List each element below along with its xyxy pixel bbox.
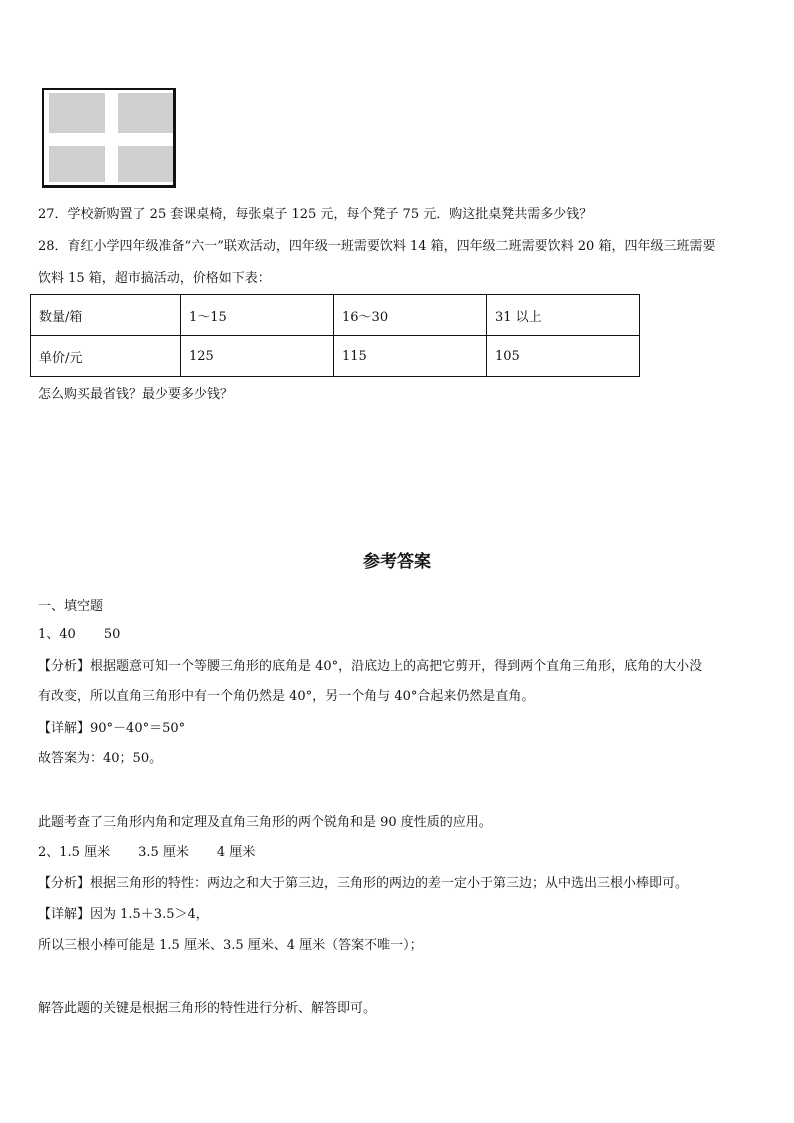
answer-2-detail: 【详解】因为 1.5＋3.5＞4， bbox=[38, 907, 209, 922]
table-cell: 115 bbox=[334, 336, 487, 377]
question-28-line-2: 饮料 15 箱，超市搞活动，价格如下表： bbox=[38, 271, 271, 286]
answer-1-analysis-line-2: 有改变，所以直角三角形中有一个角仍然是 40°，另一个角与 40°合起来仍然是直角。 bbox=[38, 689, 535, 704]
question-28-line-1: 28．育红小学四年级准备“六一”联欢活动，四年级一班需要饮料 14 箱，四年级二班需要饮料 20 箱，四年级三班需要 bbox=[38, 239, 716, 254]
table-cell: 16～30 bbox=[334, 295, 487, 336]
section-heading: 一、填空题 bbox=[38, 599, 104, 614]
answer-1-conclusion: 故答案为：40；50。 bbox=[38, 751, 163, 766]
answer-2-analysis: 【分析】根据三角形的特性：两边之和大于第三边，三角形的两边的差一定小于第三边；从中选出三根小棒即可。 bbox=[38, 876, 689, 891]
answer-1 bbox=[38, 626, 120, 644]
question-27: 27．学校新购置了 25 套课桌椅，每张桌子 125 元，每个凳子 75 元．购这批桌凳共需多少钱？ bbox=[38, 207, 593, 222]
answer-1-value-1: 1、40 bbox=[38, 627, 76, 642]
table-row bbox=[31, 336, 640, 377]
answer-2-value-2: 3.5 厘米 bbox=[138, 845, 189, 860]
question-28-ask: 怎么购买最省钱？最少要多少钱？ bbox=[38, 387, 234, 402]
table-cell: 31 以上 bbox=[487, 295, 640, 336]
answer-1-comment: 此题考查了三角形内角和定理及直角三角形的两个锐角和是 90 度性质的应用。 bbox=[38, 815, 492, 830]
table-cell: 105 bbox=[487, 336, 640, 377]
answer-2-comment: 解答此题的关键是根据三角形的特性进行分析、解答即可。 bbox=[38, 1001, 377, 1016]
answer-1-analysis-line-1: 【分析】根据题意可知一个等腰三角形的底角是 40°，沿底边上的高把它剪开，得到两个直角三角形，底角的大小没 bbox=[38, 659, 703, 674]
answer-2-value-1: 2、1.5 厘米 bbox=[38, 845, 111, 860]
table-row bbox=[31, 295, 640, 336]
figure-tile-bottom-left bbox=[49, 146, 105, 182]
answer-1-value-2: 50 bbox=[103, 627, 121, 642]
answer-2-result: 所以三根小棒可能是 1.5 厘米、3.5 厘米、4 厘米（答案不唯一）； bbox=[38, 938, 423, 953]
figure-tile-top-left bbox=[49, 93, 105, 133]
cross-cut-figure bbox=[42, 88, 176, 188]
price-table bbox=[30, 294, 640, 377]
answer-2-value-3: 4 厘米 bbox=[216, 845, 256, 860]
figure-tile-top-right bbox=[118, 93, 173, 133]
answer-1-detail: 【详解】90°－40°＝50° bbox=[38, 721, 186, 736]
table-header-cell: 数量/箱 bbox=[31, 295, 181, 336]
table-cell: 125 bbox=[181, 336, 334, 377]
figure-tile-bottom-right bbox=[118, 146, 173, 182]
table-cell: 1～15 bbox=[181, 295, 334, 336]
answer-2 bbox=[38, 844, 255, 862]
table-header-cell: 单价/元 bbox=[31, 336, 181, 377]
answer-title: 参考答案 bbox=[363, 552, 431, 572]
